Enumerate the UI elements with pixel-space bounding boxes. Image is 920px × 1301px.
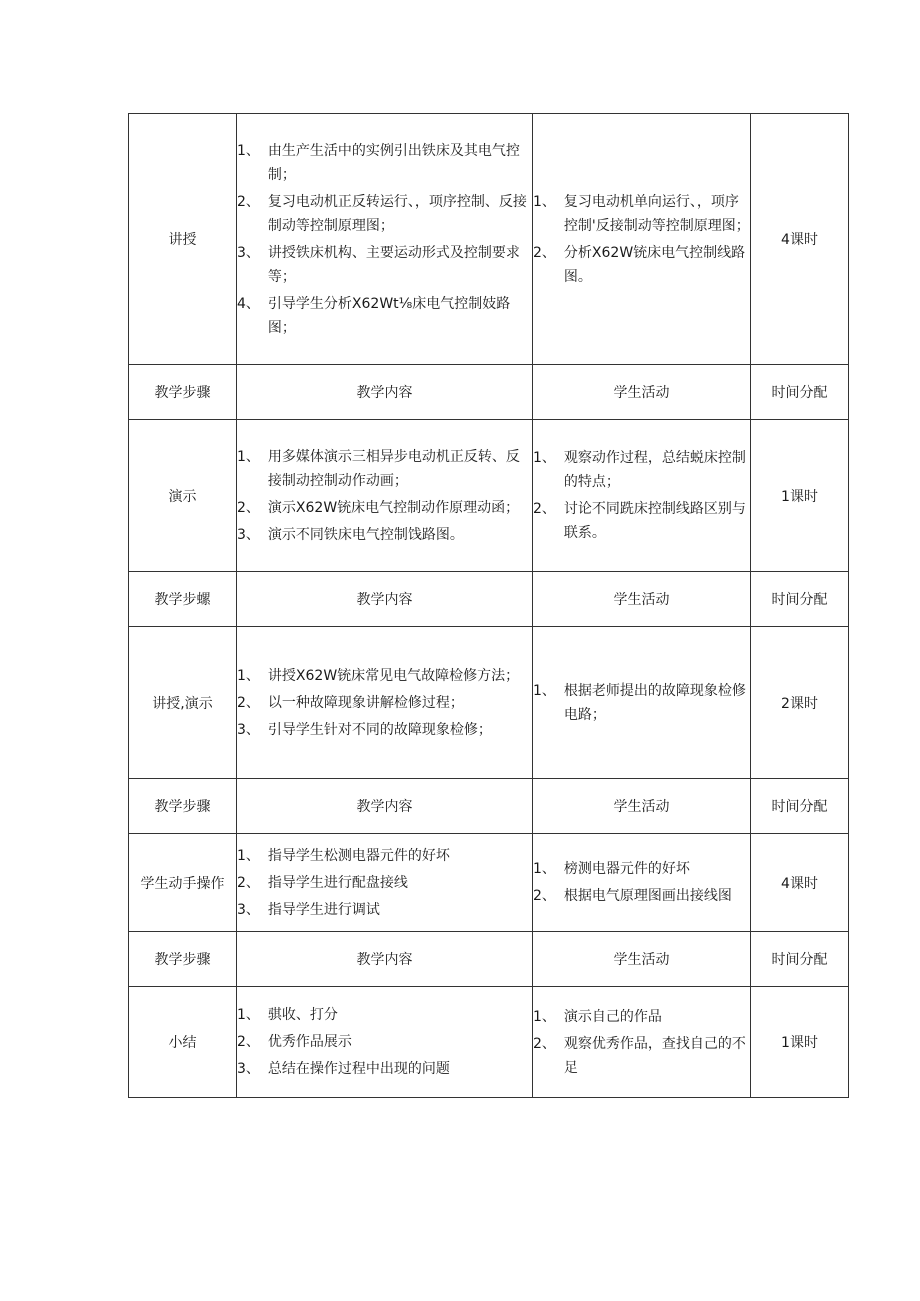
list-item-text: 演示自己的作品: [563, 1008, 662, 1025]
list-item: [237, 241, 532, 289]
header-content: 教学内容: [237, 932, 533, 987]
list-item-number: 3、: [237, 244, 260, 261]
list-item: [237, 1003, 532, 1027]
header-time: 时间分配: [751, 932, 849, 987]
list-item: [533, 241, 750, 289]
list-item-number: 3、: [237, 526, 260, 543]
list-item: [237, 496, 532, 520]
list-item-number: 1、: [237, 667, 260, 684]
list-item: [237, 898, 532, 922]
step-cell: 讲授: [129, 114, 237, 365]
step-cell: 讲授,演示: [129, 627, 237, 779]
list-item-text: 由生产生活中的实例引出铁床及其电气控制；: [267, 142, 520, 183]
list-item-text: 根据电气原理图画出接线图: [563, 888, 732, 904]
list-item-text: 以一种故障现象讲解检修过程；: [267, 694, 464, 711]
list-item-text: 引导学生分析X62Wt⅛床电气控制妓路图；: [267, 295, 511, 336]
table-row: [129, 834, 849, 932]
list-item: [237, 844, 532, 868]
list-item: [237, 691, 532, 715]
header-row: [129, 572, 849, 627]
activity-cell: [533, 114, 751, 365]
list-item-number: 2、: [533, 1035, 556, 1052]
list-item: [533, 679, 750, 727]
header-activity: 学生活动: [533, 572, 751, 627]
header-step: 教学步螺: [129, 572, 237, 627]
list-item-number: 2、: [533, 501, 556, 517]
list-item: [237, 664, 532, 688]
time-cell: 2课时: [751, 627, 849, 779]
header-content: 教学内容: [237, 572, 533, 627]
list-item-number: 2、: [237, 499, 260, 516]
list-item: [237, 292, 532, 340]
list-item-number: 1、: [533, 1008, 556, 1025]
step-cell: 演示: [129, 420, 237, 572]
header-step: 教学步骤: [129, 779, 237, 834]
list-item-text: 优秀作品展示: [267, 1034, 352, 1050]
list-item: [237, 1057, 532, 1081]
time-cell: 1课时: [751, 420, 849, 572]
header-row: [129, 779, 849, 834]
list-item-number: 1、: [237, 142, 260, 159]
header-step: 教学步骤: [129, 932, 237, 987]
content-cell: [237, 987, 533, 1098]
time-cell: 4课时: [751, 834, 849, 932]
activity-cell: [533, 987, 751, 1098]
time-cell: 4课时: [751, 114, 849, 365]
list-item-number: 2、: [237, 694, 260, 711]
lesson-plan-table: [128, 113, 849, 1098]
list-item-number: 4、: [237, 295, 260, 312]
header-content: 教学内容: [237, 365, 533, 420]
list-item-text: 演示不同铁床电气控制饯路图。: [267, 526, 464, 543]
list-item: [237, 190, 532, 238]
list-item-number: 2、: [237, 1034, 260, 1050]
list-item-text: 指导学生进行配盘接线: [267, 874, 408, 891]
list-item: [237, 523, 532, 547]
table-row: [129, 420, 849, 572]
list-item-text: 指导学生进行调试: [267, 901, 380, 918]
table-row: [129, 114, 849, 365]
content-cell: [237, 420, 533, 572]
list-item: [237, 1030, 532, 1054]
list-item-text: 讲授铁床机构、主要运动形式及控制要求等；: [267, 244, 520, 285]
list-item-text: 骐收、打分: [267, 1007, 338, 1023]
list-item-number: 1、: [533, 450, 556, 466]
table-row: [129, 627, 849, 779]
header-activity: 学生活动: [533, 365, 751, 420]
header-time: 时间分配: [751, 365, 849, 420]
list-item-text: 讨论不同跣床控制线路区别与联系。: [563, 501, 746, 541]
list-item: [533, 1005, 750, 1029]
list-item-text: 根据老师提出的故障现象检修电路；: [563, 682, 746, 723]
list-item: [533, 190, 750, 238]
list-item: [533, 1032, 750, 1080]
list-item-text: 复习电动机正反转运行、，项序控制、反接制动等控制原理图；: [267, 193, 527, 234]
list-item-number: 1、: [533, 861, 556, 877]
list-item-number: 1、: [237, 1007, 260, 1023]
list-item-text: 分析X62W铳床电气控制线路图。: [563, 244, 746, 285]
list-item-text: 复习电动机单向运行、，项序控制'反接制动等控制原理图；: [563, 193, 750, 234]
time-cell: 1课时: [751, 987, 849, 1098]
step-cell: 学生动手操作: [129, 834, 237, 932]
list-item-text: 讲授X62W铳床常见电气故障检修方法；: [267, 667, 520, 684]
list-item-text: 总结在操作过程中出现的问题: [267, 1061, 450, 1077]
list-item-text: 指导学生松测电器元件的好坏: [267, 847, 450, 864]
list-item: [237, 718, 532, 742]
list-item-number: 1、: [237, 448, 260, 465]
list-item: [237, 871, 532, 895]
list-item-number: 1、: [237, 847, 260, 864]
list-item-number: 1、: [533, 682, 556, 699]
header-activity: 学生活动: [533, 779, 751, 834]
list-item-text: 引导学生针对不同的故障现象检修；: [267, 721, 492, 738]
list-item: [533, 884, 750, 908]
list-item-number: 2、: [237, 874, 260, 891]
activity-cell: [533, 420, 751, 572]
list-item-number: 3、: [237, 901, 260, 918]
activity-cell: [533, 834, 751, 932]
header-step: 教学步骤: [129, 365, 237, 420]
list-item-number: 2、: [533, 888, 556, 904]
list-item-text: 观察优秀作品，查找自己的不足: [563, 1035, 746, 1076]
content-cell: [237, 114, 533, 365]
header-activity: 学生活动: [533, 932, 751, 987]
list-item-text: 观察动作过程，总结蜕床控制的特点；: [563, 450, 746, 490]
list-item-number: 1、: [533, 193, 556, 210]
list-item-number: 3、: [237, 721, 260, 738]
list-item-number: 2、: [237, 193, 260, 210]
header-time: 时间分配: [751, 779, 849, 834]
list-item: [237, 139, 532, 187]
header-row: [129, 365, 849, 420]
step-cell: 小结: [129, 987, 237, 1098]
list-item: [533, 497, 750, 545]
table-row: [129, 987, 849, 1098]
list-item-number: 3、: [237, 1061, 260, 1077]
activity-cell: [533, 627, 751, 779]
header-time: 时间分配: [751, 572, 849, 627]
list-item: [533, 446, 750, 494]
list-item-number: 2、: [533, 244, 556, 261]
content-cell: [237, 627, 533, 779]
content-cell: [237, 834, 533, 932]
list-item-text: 榜测电器元件的好坏: [563, 861, 690, 877]
header-content: 教学内容: [237, 779, 533, 834]
header-row: [129, 932, 849, 987]
list-item: [237, 445, 532, 493]
list-item: [533, 857, 750, 881]
list-item-text: 演示X62W铳床电气控制动作原理动函；: [267, 499, 520, 516]
list-item-text: 用多媒体演示三相异步电动机正反转、反接制动控制动作动画；: [267, 448, 520, 489]
